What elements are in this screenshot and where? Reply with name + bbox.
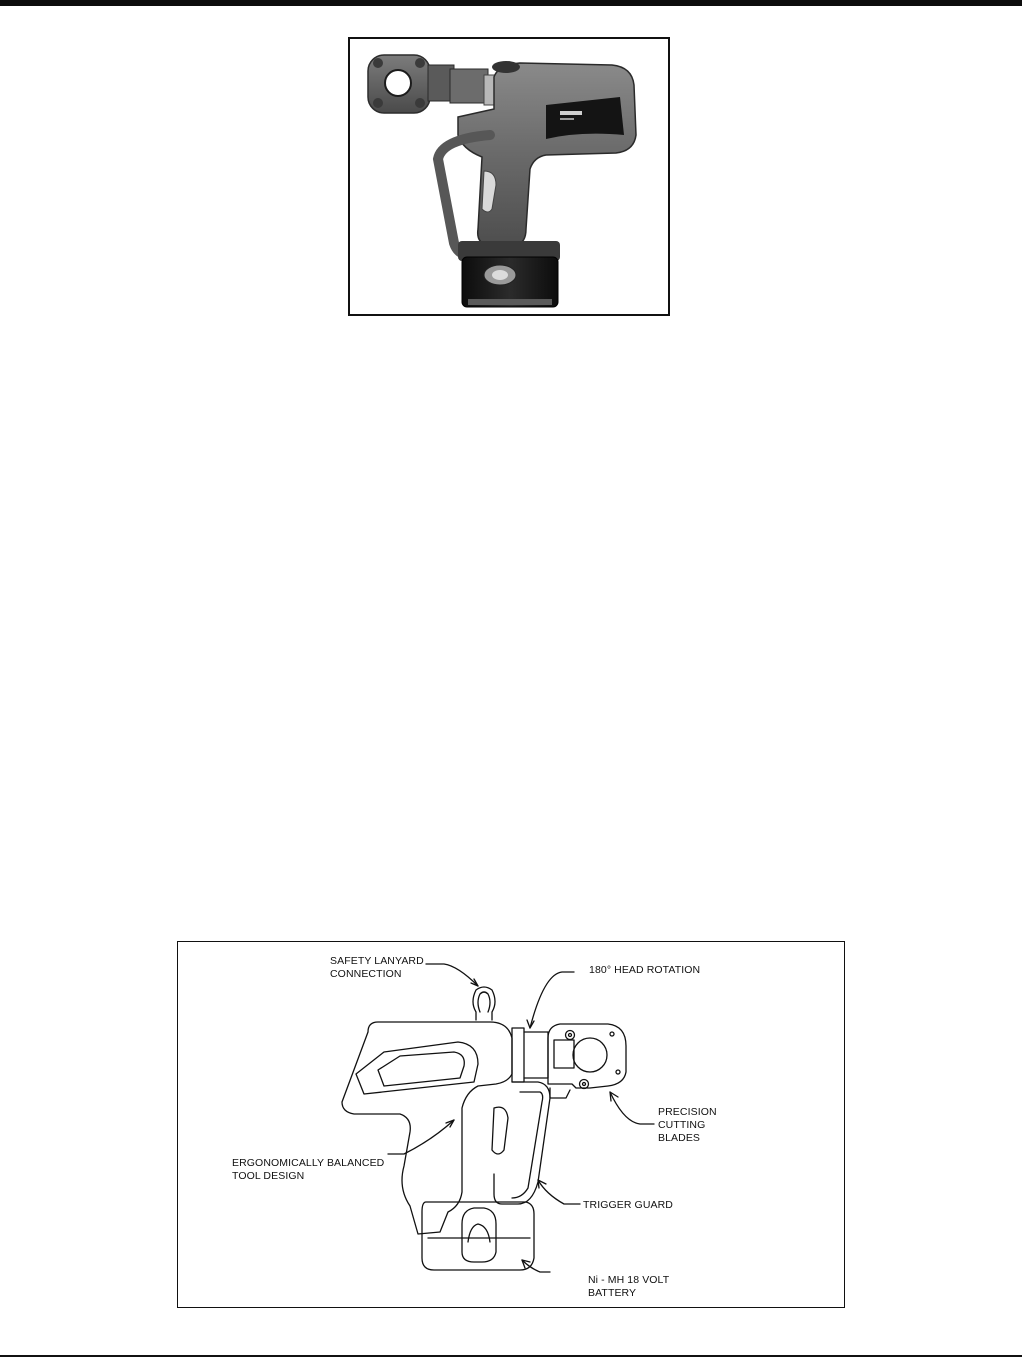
ergonomic-leader [388, 1120, 454, 1154]
callout-trigger-guard: TRIGGER GUARD [583, 1199, 673, 1211]
safety-lanyard-leader [426, 964, 478, 986]
photo-cutter-head [368, 55, 488, 113]
callout-head-rotation: 180° HEAD ROTATION [589, 964, 701, 976]
callout-battery: Ni - MH 18 VOLT BATTERY [588, 1274, 670, 1299]
callout-safety-lanyard: SAFETY LANYARD CONNECTION [330, 955, 424, 980]
bottom-rule [0, 1355, 1022, 1357]
callout-ergonomic: ERGONOMICALLY BALANCED TOOL DESIGN [232, 1157, 385, 1182]
cable-cutter-line-drawing-icon [178, 942, 845, 1308]
callout-precision-blades: PRECISION CUTTING BLADES [658, 1106, 717, 1144]
diagram-head-collar [512, 1028, 524, 1082]
tool-diagram-frame [177, 941, 845, 1308]
photo-top-knob [492, 61, 520, 73]
cable-cutter-photo [350, 39, 668, 314]
photo-battery-pack [458, 241, 560, 307]
battery-leader [522, 1260, 550, 1272]
head-rotation-leader [530, 972, 574, 1028]
diagram-trigger [492, 1107, 508, 1154]
tool-photo-frame [348, 37, 670, 316]
top-rule [0, 0, 1022, 6]
diagram-battery [422, 1202, 534, 1270]
